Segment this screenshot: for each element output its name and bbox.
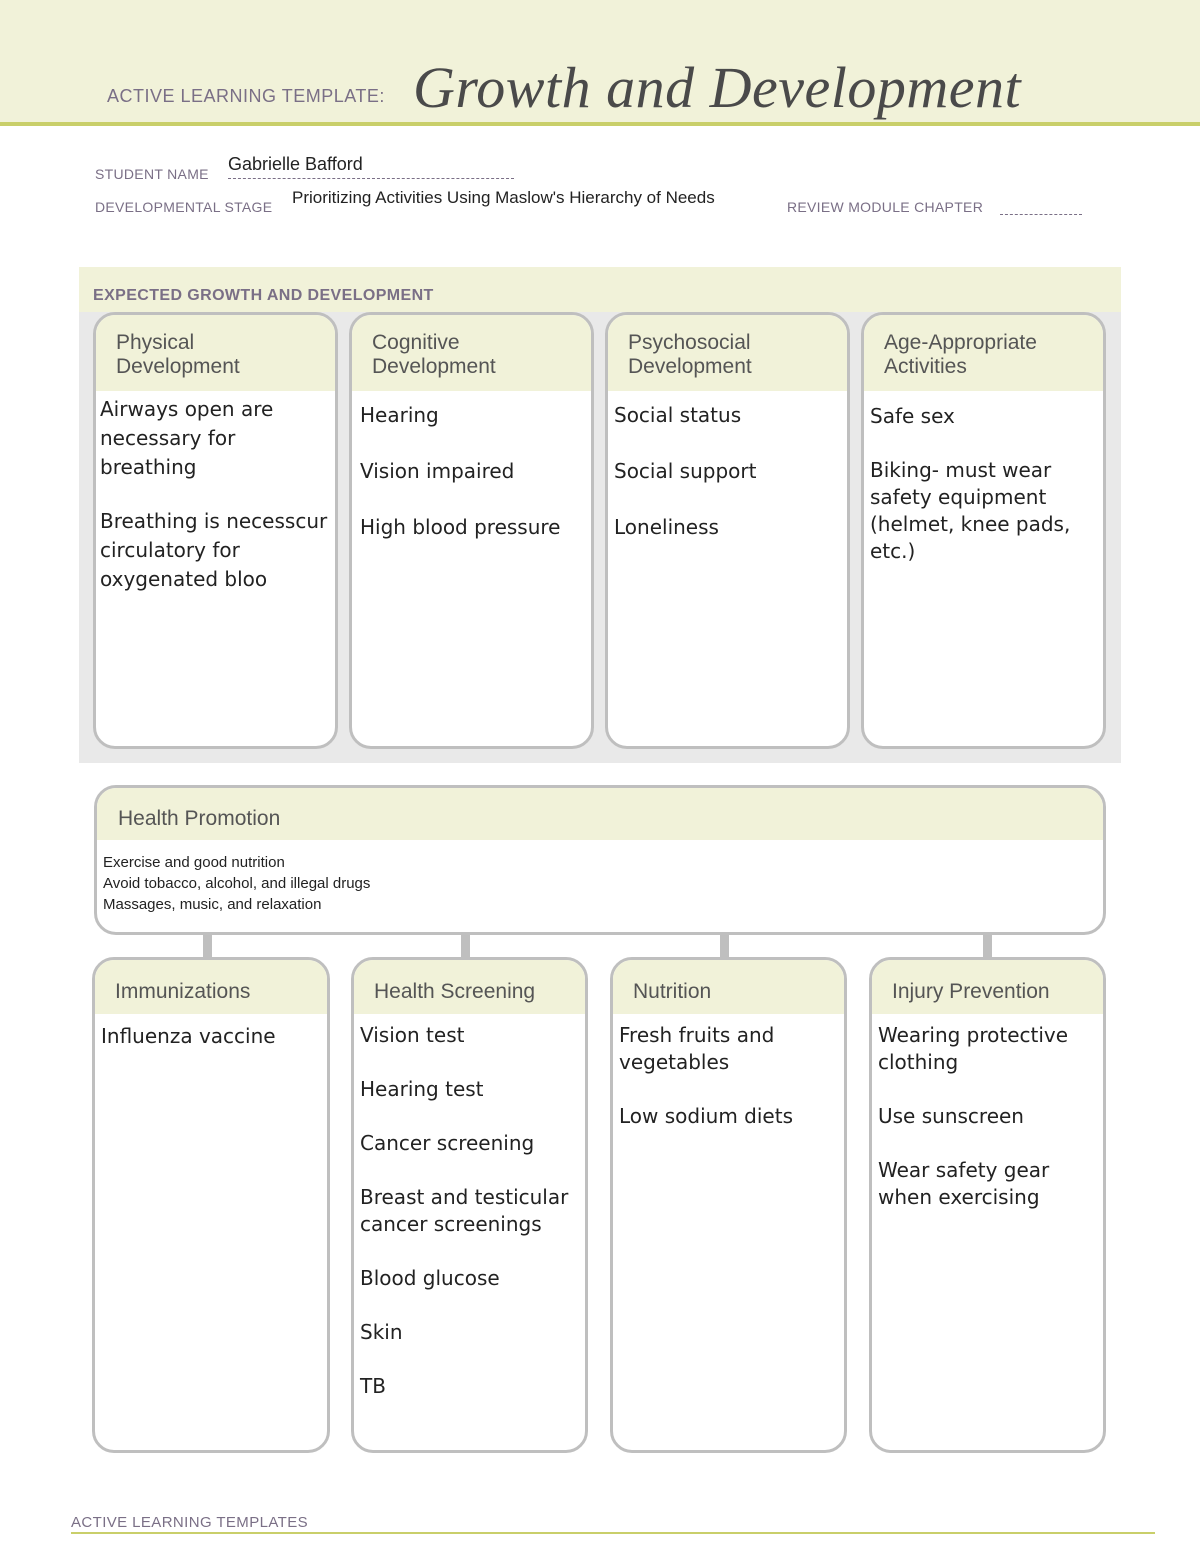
connector: [203, 935, 212, 958]
list-item: Vision test: [360, 1023, 465, 1047]
card-header: [352, 315, 591, 391]
health-screening-card[interactable]: [351, 957, 588, 1453]
list-item: Massages, music, and relaxation: [103, 896, 322, 913]
age-appropriate-activities-card[interactable]: [861, 312, 1106, 749]
card-body: [352, 391, 591, 542]
student-name-underline: [228, 178, 514, 179]
card-body: [613, 1014, 844, 1130]
connector: [983, 935, 992, 958]
list-item: Fresh fruits and vegetables: [619, 1023, 775, 1074]
card-header: [608, 315, 847, 391]
health-promotion-title: Health Promotion: [97, 788, 1103, 840]
footer-label: ACTIVE LEARNING TEMPLATES: [71, 1514, 308, 1531]
immunizations-card[interactable]: [92, 957, 330, 1453]
card-title: Immunizations: [95, 960, 327, 1014]
list-item: Hearing: [360, 403, 439, 427]
expected-growth-label: EXPECTED GROWTH AND DEVELOPMENT: [93, 287, 434, 304]
footer-rule: [71, 1532, 1155, 1534]
nutrition-card[interactable]: [610, 957, 847, 1453]
health-promotion-card[interactable]: [94, 785, 1106, 935]
review-module-chapter-field[interactable]: [1000, 214, 1082, 215]
list-item: Use sunscreen: [878, 1104, 1024, 1128]
list-item: Breathing is necesscur circulatory for oxygenated bloo: [100, 509, 328, 591]
list-item: Social support: [614, 459, 757, 483]
review-module-chapter-label: REVIEW MODULE CHAPTER: [787, 199, 984, 215]
card-title: Injury Prevention: [872, 960, 1103, 1014]
injury-prevention-card[interactable]: [869, 957, 1106, 1453]
student-name-field[interactable]: Gabrielle Bafford: [228, 154, 363, 174]
card-title-line1: Cognitive: [372, 331, 460, 354]
physical-development-card[interactable]: [93, 312, 338, 749]
developmental-stage-field[interactable]: Prioritizing Activities Using Maslow's Hierarchy of Needs: [292, 188, 715, 207]
template-label: ACTIVE LEARNING TEMPLATE:: [107, 86, 385, 106]
card-body: [864, 391, 1103, 565]
list-item: Biking- must wear safety equipment (helmet, knee pads, etc.): [870, 458, 1071, 563]
list-item: Vision impaired: [360, 459, 515, 483]
list-item: Wear safety gear when exercising: [878, 1158, 1050, 1209]
cognitive-development-card[interactable]: [349, 312, 594, 749]
page-title: Growth and Development: [413, 55, 1022, 120]
list-item: Cancer screening: [360, 1131, 535, 1155]
list-item: Breast and testicular cancer screenings: [360, 1185, 569, 1236]
list-item: Low sodium diets: [619, 1104, 793, 1128]
connector: [720, 935, 729, 958]
list-item: Influenza vaccine: [101, 1024, 276, 1048]
card-body: [95, 1014, 327, 1051]
health-promotion-body: [97, 840, 1103, 915]
card-title: Nutrition: [613, 960, 844, 1014]
card-body: [354, 1014, 585, 1400]
list-item: Avoid tobacco, alcohol, and illegal drugs: [103, 875, 371, 892]
header-rule: [0, 122, 1200, 126]
card-body: [96, 391, 335, 594]
list-item: TB: [360, 1374, 386, 1398]
list-item: High blood pressure: [360, 515, 561, 539]
list-item: Wearing protective clothing: [878, 1023, 1069, 1074]
list-item: Blood glucose: [360, 1266, 500, 1290]
connector: [461, 935, 470, 958]
card-title-line2: Development: [372, 355, 496, 378]
card-title-line2: Development: [116, 355, 240, 378]
card-title-line2: Activities: [884, 355, 967, 378]
card-body: [872, 1014, 1103, 1211]
developmental-stage-label: DEVELOPMENTAL STAGE: [95, 199, 273, 215]
card-header: [96, 315, 335, 391]
list-item: Exercise and good nutrition: [103, 854, 285, 871]
list-item: Social status: [614, 403, 742, 427]
card-header: [864, 315, 1103, 391]
student-name-label: STUDENT NAME: [95, 166, 209, 182]
list-item: Hearing test: [360, 1077, 484, 1101]
list-item: Airways open are necessary for breathing: [100, 397, 274, 479]
psychosocial-development-card[interactable]: [605, 312, 850, 749]
card-title-line1: Age-Appropriate: [884, 331, 1037, 354]
list-item: Loneliness: [614, 515, 719, 539]
card-title-line1: Psychosocial: [628, 331, 751, 354]
list-item: Safe sex: [870, 404, 955, 428]
card-body: [608, 391, 847, 542]
card-title-line1: Physical: [116, 331, 195, 354]
card-title: Health Screening: [354, 960, 585, 1014]
card-title-line2: Development: [628, 355, 752, 378]
list-item: Skin: [360, 1320, 403, 1344]
